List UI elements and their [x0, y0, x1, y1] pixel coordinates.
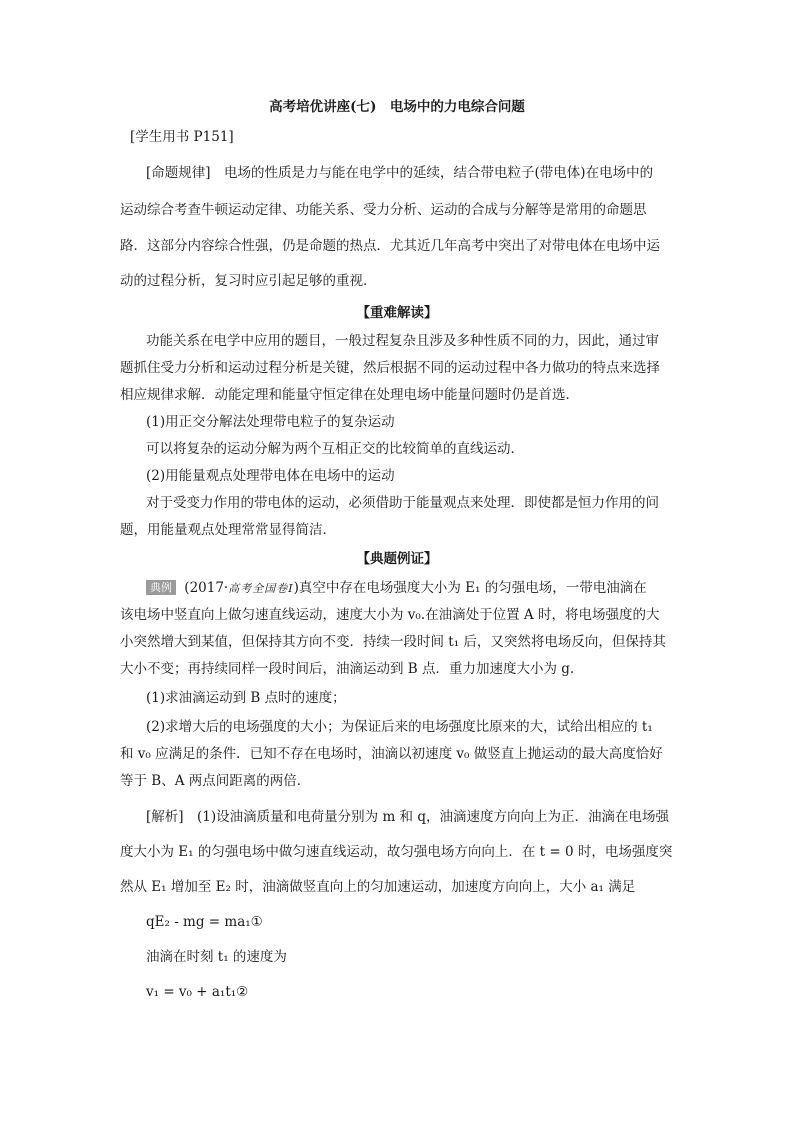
source-year: (2017· — [184, 580, 229, 596]
intro-line: 动的过程分析，复习时应引起足够的重视． — [120, 273, 377, 289]
page-title: 高考培优讲座(七) 电场中的力电综合问题 — [269, 99, 525, 115]
example-line: 小突然增大到某值，但保持其方向不变．持续一段时间 t₁ 后，又突然将电场反向，但保持其 — [120, 634, 666, 650]
paragraph-line: 题抓住受力分析和运动过程分析是关键，然后根据不同的运动过程中各力做功的特点来选择 — [120, 360, 660, 376]
intro-line: 运动综合考查牛顿运动定律、功能关系、受力分析、运动的合成与分解等是常用的命题思 — [120, 202, 647, 218]
source-name: 高考全国卷Ⅰ — [228, 582, 294, 595]
solution-line: 然从 E₁ 增加至 E₂ 时，油滴做竖直向上的匀加速运动，加速度方向向上，大小 a₁ 满足 — [120, 879, 636, 895]
paragraph-line: 对于受变力作用的带电体的运动，必须借助于能量观点来处理．即使都是恒力作用的问 — [146, 495, 659, 511]
section-heading: 【典题例证】 — [356, 551, 438, 567]
equation-1: qE₂ - mg = ma₁① — [146, 914, 263, 930]
paragraph-line: 相应规律求解．动能定理和能量守恒定律在处理电场中能量问题时仍是首选． — [120, 387, 579, 403]
subheading: (1)用正交分解法处理带电粒子的复杂运动 — [146, 414, 395, 430]
example-badge: 典例 — [146, 580, 176, 595]
paragraph-line: 题，用能量观点处理常常显得简洁． — [120, 522, 336, 538]
paragraph-line: 功能关系在电学中应用的题目，一般过程复杂且涉及多种性质不同的力，因此，通过审 — [146, 333, 659, 349]
example-line: 等于 B、A 两点间距离的两倍． — [120, 773, 311, 789]
intro-line: 路．这部分内容综合性强，仍是命题的热点．尤其近几年高考中突出了对带电体在电场中运 — [120, 238, 660, 254]
solution-line: 油滴在时刻 t₁ 的速度为 — [146, 949, 287, 965]
solution-line: [解析] (1)设油滴质量和电荷量分别为 m 和 q，油滴速度方向向上为正．油滴在电场强 — [146, 809, 669, 825]
intro-line: [命题规律] 电场的性质是力与能在电学中的延续，结合带电粒子(带电体)在电场中的 — [146, 165, 654, 181]
example-line: 该电场中竖直向上做匀速直线运动，速度大小为 v₀.在油滴处于位置 A 时，将电场强度的大 — [120, 607, 660, 623]
question-2: (2)求增大后的电场强度的大小；为保证后来的电场强度比原来的大，试给出相应的 t₁ — [146, 719, 653, 735]
example-line: 和 v₀ 应满足的条件．已知不存在电场时，油滴以初速度 v₀ 做竖直上抛运动的最大高度恰好 — [120, 746, 663, 762]
section-heading: 【重难解读】 — [356, 305, 438, 321]
book-reference: [学生用书 P151] — [130, 129, 234, 145]
example-line: 大小不变；再持续同样一段时间后，油滴运动到 B 点．重力加速度大小为 g. — [120, 661, 575, 677]
subheading: (2)用能量观点处理带电体在电场中的运动 — [146, 468, 395, 484]
question-1: (1)求油滴运动到 B 点时的速度； — [146, 690, 346, 706]
example-first-line — [146, 579, 647, 598]
example-text: )真空中存在电场强度大小为 E₁ 的匀强电场，一带电油滴在 — [293, 580, 647, 596]
solution-line: 度大小为 E₁ 的匀强电场中做匀速直线运动，故匀强电场方向向上．在 t = 0 时，电场强度突 — [120, 844, 673, 860]
paragraph-line: 可以将复杂的运动分解为两个互相正交的比较简单的直线运动． — [146, 441, 524, 457]
equation-2: v₁ = v₀ + a₁t₁② — [146, 984, 249, 1000]
